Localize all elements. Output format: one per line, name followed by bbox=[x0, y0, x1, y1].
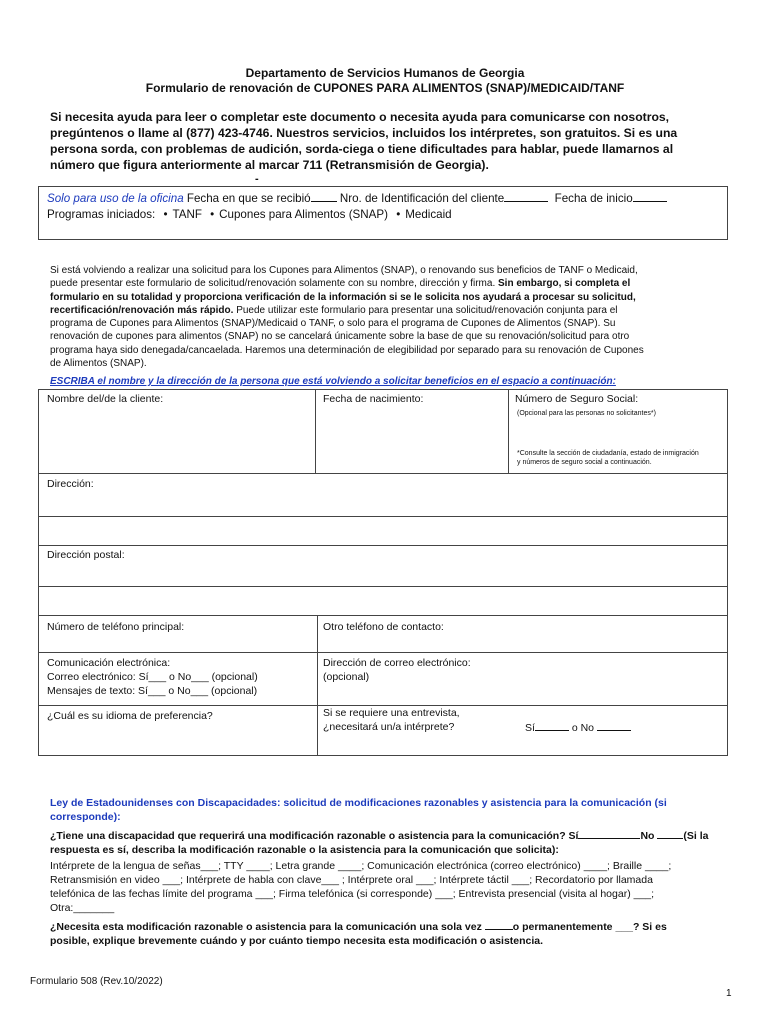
interpreter-yes-blank[interactable] bbox=[535, 721, 569, 731]
office-use-box: Solo para uso de la oficina Fecha en que se recibió Nro. de Identificación del cliente Fecha de inicio Programas iniciados: • TANF • Cupones para Alimentos (SNAP) • Medicaid bbox=[38, 186, 728, 240]
interpreter-question: Si se requiere una entrevista, ¿necesitará un/a intérprete? bbox=[323, 707, 460, 733]
text-opt-in[interactable]: Mensajes de texto: Sí___ o No___ (opcional) bbox=[47, 685, 258, 697]
program-medicaid: Medicaid bbox=[405, 208, 452, 221]
received-date-blank[interactable] bbox=[311, 192, 337, 202]
once-blank[interactable] bbox=[485, 920, 513, 930]
bullet-icon: • bbox=[163, 208, 168, 221]
accommodation-options[interactable]: Intérprete de la lengua de señas___; TTY ____; Letra grande ____; Comunicación electrónica (correo electrónico) ____; Braille ____; Retransmisión en video ___; Intérprete de habla con clave___ ; Intérprete oral ___; Intérprete táctil ___; Recordatorio por llamada telefónica de las fechas límite del programa ___; Firma telefónica (si corresponde) ___; Entrevista presencial (visita al hogar) ___; Otra:_______ bbox=[50, 860, 672, 914]
interpreter-answer[interactable]: Sí o No bbox=[525, 721, 631, 735]
disability-yes-blank[interactable] bbox=[578, 829, 640, 839]
ssn-note: (Opcional para las personas no solicitantes*) bbox=[517, 410, 656, 417]
electronic-communication: Comunicación electrónica: Correo electrónico: Sí___ o No___ (opcional) Mensajes de texto: Sí___ o No___ (opcional) bbox=[47, 657, 258, 697]
intro-paragraph: Si está volviendo a realizar una solicitud para los Cupones para Alimentos (SNAP), o renovando sus beneficios de TANF o Medicaid, puede presentar este formulario de solicitud/renovación solamente con su nombre, dirección y firma. Sin embargo, si completa el formulario en su totalidad y proporciona verificación de la información si se le solicita nos ayudará a procesar su solicitud, recertificación/renovación más rápido. Puede utilizar este formulario para presentar una solicitud/renovación conjunta para el programa de Cupones para Alimentos (SNAP)/Medicaid o TANF, o solo para el programa de Cupones de Alimentos (SNAP). Su renovación de cupones para alimentos (SNAP) no se cancelará únicamente sobre la base de que su renovación/solicitud para otro programa haya sido denegada/cancaelada. Haremos una determinación de elegibilidad por separado para su renovación de Cupones de Alimentos (SNAP). bbox=[50, 265, 644, 370]
form-number: Formulario 508 (Rev.10/2022) bbox=[30, 976, 163, 987]
dob-field[interactable]: Fecha de nacimiento: bbox=[323, 393, 424, 405]
email-opt-in[interactable]: Correo electrónico: Sí___ o No___ (opcional) bbox=[47, 671, 258, 683]
office-use-label: Solo para uso de la oficina bbox=[47, 192, 184, 205]
write-instruction: ESCRIBA el nombre y la dirección de la persona que está volviendo a solicitar beneficios en el espacio a continuación: bbox=[50, 376, 616, 387]
email-address-field[interactable]: Dirección de correo electrónico: (opcional) bbox=[323, 657, 471, 683]
ada-question-2: ¿Necesita esta modificación razonable o asistencia para la comunicación una sola vez o permanentemente ___? Si es posible, explique brevemente cuándo y por cuánto tiempo necesita esta modificación o asistencia. bbox=[50, 921, 667, 947]
address-field[interactable]: Dirección: bbox=[47, 478, 94, 490]
start-date-blank[interactable] bbox=[633, 192, 667, 202]
applicant-info-form bbox=[38, 389, 728, 756]
client-id-blank[interactable] bbox=[504, 192, 548, 202]
disability-no-blank[interactable] bbox=[657, 829, 683, 839]
client-name-field[interactable]: Nombre del/de la cliente: bbox=[47, 393, 164, 405]
mailing-address-field[interactable]: Dirección postal: bbox=[47, 549, 125, 561]
citizenship-note: *Consulte la sección de ciudadanía, estado de inmigración y números de seguro social a continuación. bbox=[517, 450, 699, 466]
ssn-field[interactable]: Número de Seguro Social: bbox=[515, 393, 639, 405]
other-phone-field[interactable]: Otro teléfono de contacto: bbox=[323, 621, 444, 633]
form-title: Formulario de renovación de CUPONES PARA ALIMENTOS (SNAP)/MEDICAID/TANF bbox=[145, 81, 625, 95]
ada-question-1: ¿Tiene una discapacidad que requerirá una modificación razonable o asistencia para la comunicación? Sí No (Si la respuesta es sí, describa la modificación razonable o la asistencia para la comunicación que solicita): bbox=[50, 830, 709, 856]
program-snap: Cupones para Alimentos (SNAP) bbox=[219, 208, 388, 221]
program-tanf: TANF bbox=[172, 208, 202, 221]
department-title: Departamento de Servicios Humanos de Georgia bbox=[245, 66, 525, 80]
main-phone-field[interactable]: Número de teléfono principal: bbox=[47, 621, 185, 633]
bullet-icon: • bbox=[210, 208, 215, 221]
interpreter-no-blank[interactable] bbox=[597, 721, 631, 731]
help-notice: Si necesita ayuda para leer o completar este documento o necesita ayuda para comunicarse con nosotros, pregúntenos o llame al (877) 423-4746. Nuestros servicios, incluidos los intérpretes, son gratuitos. Si es una persona sorda, con problemas de audición, sorda-ciega o tiene dificultades para hablar, puede llamarnos al número que figura anteriormente al marcar 711 (Retransmisión de Georgia). bbox=[50, 110, 678, 172]
page-number: 1 bbox=[726, 988, 732, 999]
stray-dash: - bbox=[255, 173, 259, 185]
ada-title: Ley de Estadounidenses con Discapacidades: solicitud de modificaciones razonables y asistencia para la comunicación (si corresponde): bbox=[50, 797, 667, 823]
language-field[interactable]: ¿Cuál es su idioma de preferencia? bbox=[47, 710, 213, 722]
bullet-icon: • bbox=[396, 208, 401, 221]
